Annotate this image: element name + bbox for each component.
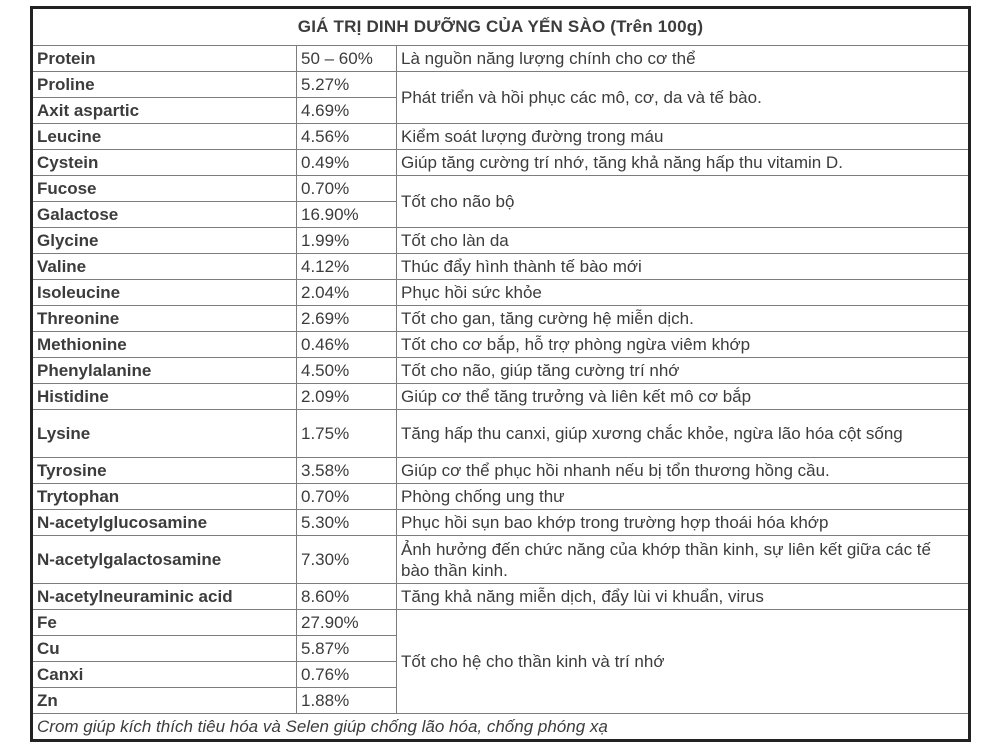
nutrient-name: Cu [32,636,297,662]
nutrient-desc: Tốt cho não, giúp tăng cường trí nhớ [397,358,970,384]
nutrient-desc: Là nguồn năng lượng chính cho cơ thể [397,46,970,72]
table-row [32,72,970,98]
nutrient-desc: Giúp cơ thể tăng trưởng và liên kết mô cơ bắp [397,384,970,410]
table-row [32,610,970,636]
nutrient-name: N-acetylgalactosamine [32,536,297,584]
table-row [32,484,970,510]
nutrient-name: Phenylalanine [32,358,297,384]
nutrient-desc: Tốt cho làn da [397,228,970,254]
table-title-row [32,8,970,46]
table-row [32,306,970,332]
table-row [32,176,970,202]
nutrient-value: 1.88% [297,688,397,714]
nutrient-value: 0.70% [297,484,397,510]
nutrient-name: Cystein [32,150,297,176]
nutrient-name: Lysine [32,410,297,458]
nutrient-desc: Phòng chống ung thư [397,484,970,510]
nutrient-desc: Tăng khả năng miễn dịch, đẩy lùi vi khuẩn, virus [397,584,970,610]
nutrient-desc: Giúp cơ thể phục hồi nhanh nếu bị tổn thương hồng cầu. [397,458,970,484]
nutrient-value: 1.75% [297,410,397,458]
nutrient-value: 50 – 60% [297,46,397,72]
nutrient-value: 0.46% [297,332,397,358]
nutrient-value: 5.30% [297,510,397,536]
nutrient-name: Protein [32,46,297,72]
nutrient-name: Canxi [32,662,297,688]
table-row [32,584,970,610]
table-row [32,510,970,536]
nutrient-desc: Thúc đẩy hình thành tế bào mới [397,254,970,280]
table-row [32,458,970,484]
nutrient-name: Leucine [32,124,297,150]
nutrient-desc: Phục hồi sức khỏe [397,280,970,306]
nutrient-name: Tyrosine [32,458,297,484]
table-row [32,384,970,410]
table-row [32,254,970,280]
nutrient-desc: Phát triển và hồi phục các mô, cơ, da và tế bào. [397,72,970,124]
table-row [32,228,970,254]
nutrient-name: Threonine [32,306,297,332]
nutrient-desc: Phục hồi sụn bao khớp trong trường hợp thoái hóa khớp [397,510,970,536]
nutrient-value: 4.56% [297,124,397,150]
nutrient-name: Methionine [32,332,297,358]
nutrient-value: 27.90% [297,610,397,636]
nutrient-desc: Giúp tăng cường trí nhớ, tăng khả năng hấp thu vitamin D. [397,150,970,176]
nutrient-name: Proline [32,72,297,98]
nutrition-table [30,6,971,742]
nutrient-value: 0.49% [297,150,397,176]
nutrient-name: Zn [32,688,297,714]
nutrient-value: 0.70% [297,176,397,202]
table-row [32,536,970,584]
table-row [32,124,970,150]
table-row [32,46,970,72]
table-title: GIÁ TRỊ DINH DƯỠNG CỦA YẾN SÀO (Trên 100g) [32,8,970,46]
nutrient-value: 2.04% [297,280,397,306]
table-footer-row [32,714,970,741]
nutrient-value: 0.76% [297,662,397,688]
table-row [32,150,970,176]
nutrient-value: 1.99% [297,228,397,254]
nutrient-value: 2.69% [297,306,397,332]
nutrient-name: Trytophan [32,484,297,510]
nutrient-name: Histidine [32,384,297,410]
nutrient-desc: Tăng hấp thu canxi, giúp xương chắc khỏe, ngừa lão hóa cột sống [397,410,970,458]
nutrient-value: 7.30% [297,536,397,584]
nutrient-name: Galactose [32,202,297,228]
nutrient-name: Valine [32,254,297,280]
table-row [32,410,970,458]
nutrient-value: 4.12% [297,254,397,280]
nutrient-value: 4.50% [297,358,397,384]
nutrient-name: Axit aspartic [32,98,297,124]
nutrient-value: 5.87% [297,636,397,662]
nutrient-desc: Ảnh hưởng đến chức năng của khớp thần kinh, sự liên kết giữa các tế bào thần kinh. [397,536,970,584]
nutrient-name: Fucose [32,176,297,202]
table-row [32,280,970,306]
nutrient-desc: Tốt cho hệ cho thần kinh và trí nhớ [397,610,970,714]
nutrient-value: 5.27% [297,72,397,98]
nutrient-value: 2.09% [297,384,397,410]
nutrition-table-wrapper [30,6,971,742]
nutrient-desc: Tốt cho gan, tăng cường hệ miễn dịch. [397,306,970,332]
nutrient-name: N-acetylglucosamine [32,510,297,536]
nutrient-desc: Tốt cho cơ bắp, hỗ trợ phòng ngừa viêm khớp [397,332,970,358]
nutrient-name: Glycine [32,228,297,254]
table-row [32,358,970,384]
nutrient-name: Isoleucine [32,280,297,306]
nutrient-value: 16.90% [297,202,397,228]
nutrient-value: 3.58% [297,458,397,484]
nutrient-name: Fe [32,610,297,636]
nutrient-value: 4.69% [297,98,397,124]
nutrient-name: N-acetylneuraminic acid [32,584,297,610]
table-footer-note: Crom giúp kích thích tiêu hóa và Selen giúp chống lão hóa, chống phóng xạ [32,714,970,741]
nutrient-desc: Kiểm soát lượng đường trong máu [397,124,970,150]
nutrient-desc: Tốt cho não bộ [397,176,970,228]
nutrient-value: 8.60% [297,584,397,610]
table-row [32,332,970,358]
